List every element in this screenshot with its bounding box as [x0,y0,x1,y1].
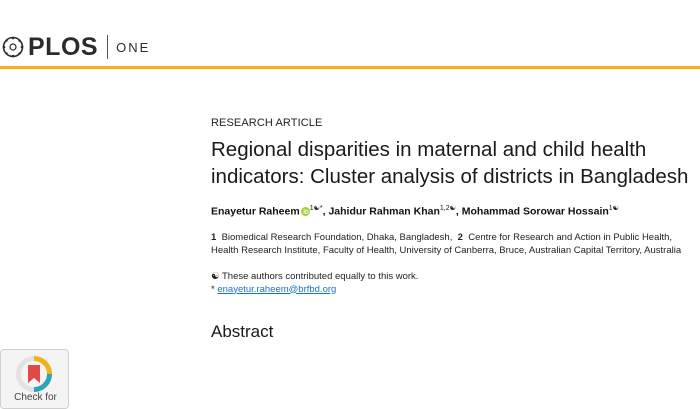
article-type: RESEARCH ARTICLE [211,117,323,129]
check-for-updates-icon [15,355,53,393]
equal-contribution-note: ☯ These authors contributed equally to this work. [211,270,419,282]
journal-header [0,0,700,66]
author-name[interactable]: Jahidur Rahman Khan [328,205,440,218]
abstract-heading: Abstract [211,321,274,341]
author-name[interactable]: Mohammad Sorowar Hossain [461,205,609,218]
author-affil-sup: 1,2☯ [439,205,456,212]
author-notes [211,270,691,296]
logo-text: PLOS [28,32,99,61]
affiliations [211,231,691,257]
affiliation-text: Biomedical Research Foundation, Dhaka, Bangladesh, [221,231,453,243]
author-affil-sup: 1☯ [608,205,619,212]
check-for-updates-badge[interactable] [0,349,69,409]
logo-subtitle: ONE [116,39,151,55]
corresponding-author [211,283,691,296]
affiliation-text: Centre for Research and Action in Public Health, Health Research Institute, Faculty of Health, University of Canberra, Bruce, Australian Capital Territory, Australia [211,231,682,256]
header-accent-rule [0,66,700,69]
article-front-matter [211,117,691,356]
affiliation-number: 1 [211,231,217,243]
check-for-updates-label: Check for [14,392,57,403]
article-title: Regional disparities in maternal and child health indicators: Cluster analysis of districts in Bangladesh [211,138,689,188]
affiliation-number: 2 [457,231,463,243]
orcid-icon[interactable] [301,207,310,216]
author-affil-sup: 1☯* [309,205,323,212]
author-list: Enayetur Raheem $^{1☯*}$, Jahidur Rahman Khan$^{1,2☯}$, Mohammad Sorowar Hossain$^{1☯}$ [211,205,619,218]
email-link[interactable]: enayetur.raheem@brfbd.org [217,283,337,295]
corresponding-marker: * [211,283,215,295]
plos-one-logo[interactable] [0,30,150,64]
logo-divider [107,35,108,59]
plos-logo-icon [2,36,24,58]
author-name[interactable]: Enayetur Raheem [211,205,300,218]
